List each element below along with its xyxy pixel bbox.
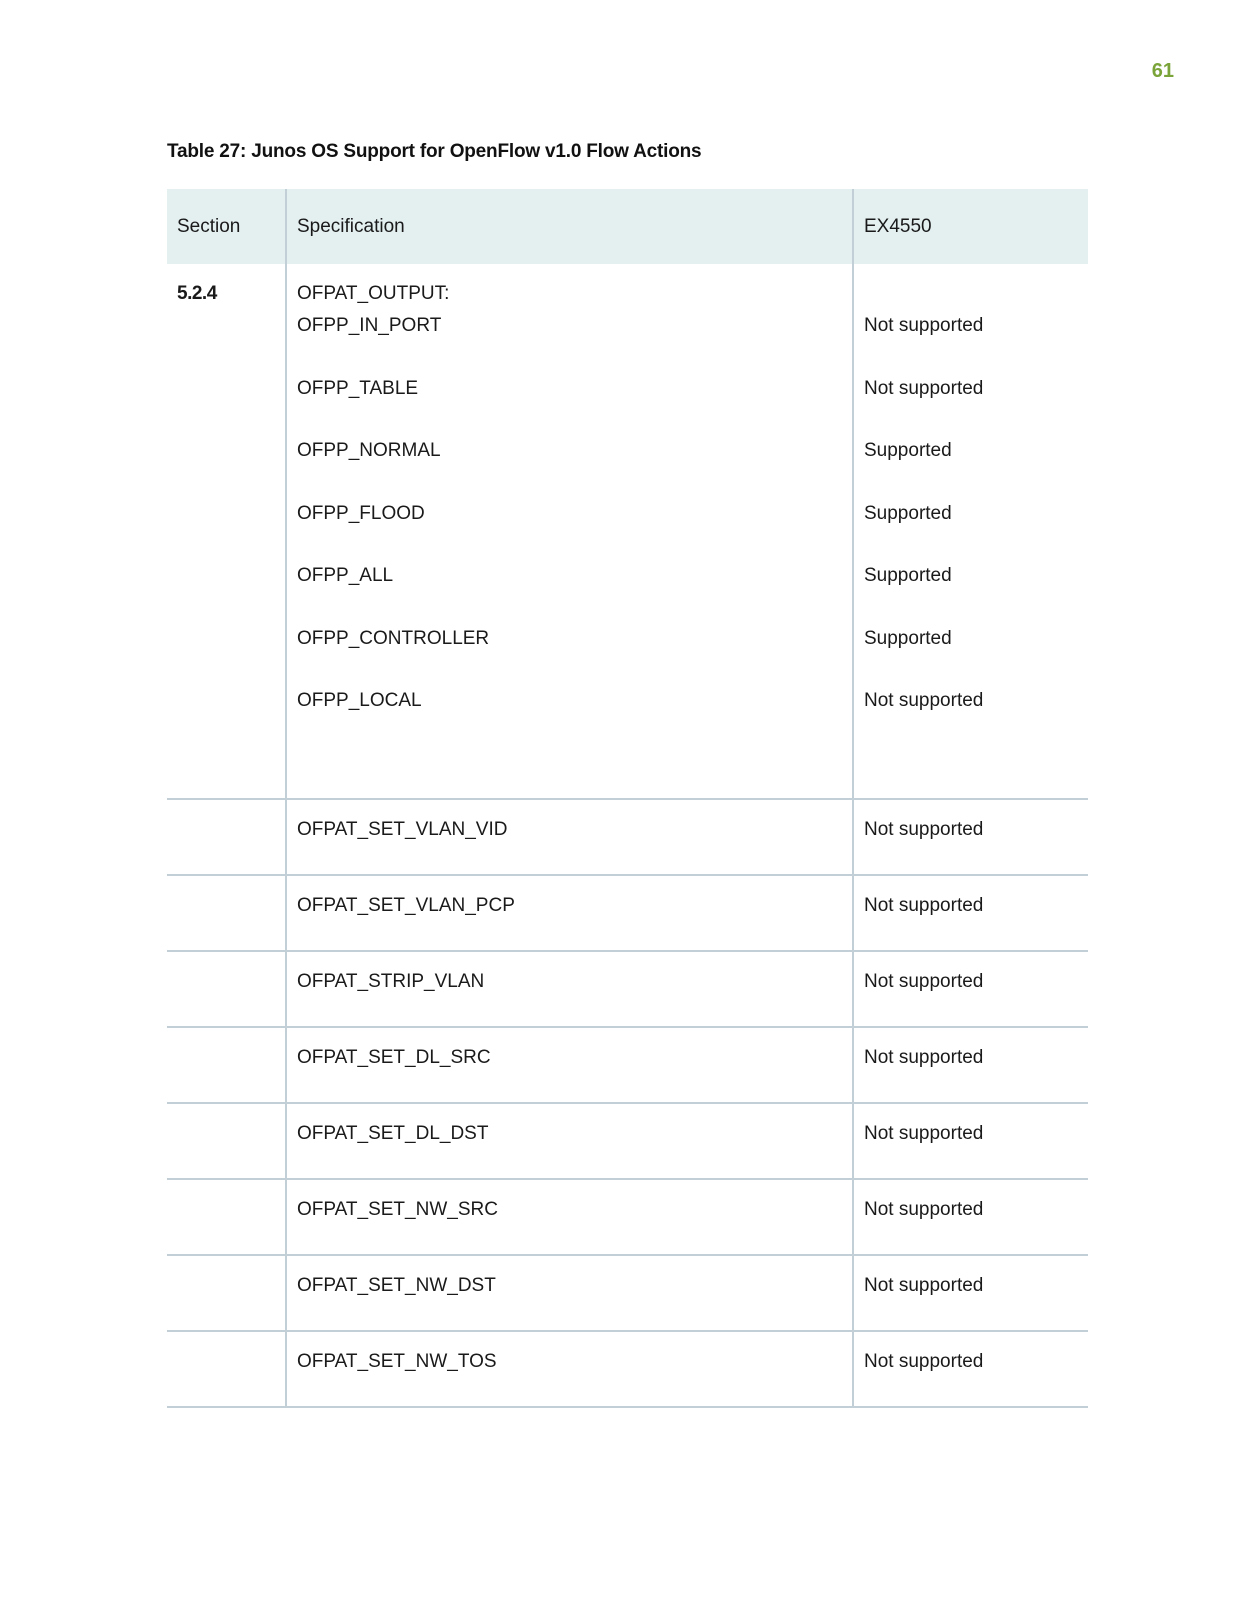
section-cell xyxy=(167,1331,286,1407)
section-cell xyxy=(167,1103,286,1179)
specification-cell: OFPAT_SET_DL_SRC xyxy=(286,1027,853,1103)
section-cell xyxy=(167,799,286,875)
group-spec-item: OFPP_IN_PORT xyxy=(297,315,442,336)
group-title-spacer xyxy=(864,282,1078,314)
support-cell: Not supported xyxy=(853,1179,1088,1255)
specification-cell: OFPAT_SET_DL_DST xyxy=(286,1103,853,1179)
group-title: OFPAT_OUTPUT: xyxy=(297,283,450,304)
group-support-value: Not supported xyxy=(864,377,984,399)
specification-cell: OFPAT_SET_NW_SRC xyxy=(286,1179,853,1255)
support-cell: Not supported xyxy=(853,1027,1088,1103)
support-cell: Not supported xyxy=(853,1331,1088,1407)
specification-cell: OFPAT_SET_VLAN_VID xyxy=(286,799,853,875)
group-spec-list xyxy=(297,314,842,752)
table-header xyxy=(167,189,1088,264)
table-body xyxy=(167,264,1088,1407)
group-support-value: Not supported xyxy=(864,690,984,711)
header-row xyxy=(167,189,1088,264)
group-spec-item: OFPP_CONTROLLER xyxy=(297,627,490,649)
group-spec-item: OFPP_FLOOD xyxy=(297,502,425,524)
specification-cell: OFPAT_SET_VLAN_PCP xyxy=(286,875,853,951)
flow-actions-table xyxy=(167,189,1088,1408)
section-cell xyxy=(167,1179,286,1255)
group-support-value: Not supported xyxy=(864,315,984,336)
support-cell: Not supported xyxy=(853,1103,1088,1179)
table-row xyxy=(167,1331,1088,1407)
section-cell xyxy=(167,1027,286,1103)
group-spec-item: OFPP_LOCAL xyxy=(297,690,422,711)
cell-spacer xyxy=(297,752,842,784)
table-row xyxy=(167,1103,1088,1179)
header-specification: Specification xyxy=(286,189,853,264)
support-cell: Not supported xyxy=(853,799,1088,875)
section-cell xyxy=(167,1255,286,1331)
table-row xyxy=(167,1179,1088,1255)
section-cell xyxy=(167,875,286,951)
table-row xyxy=(167,1027,1088,1103)
table-row xyxy=(167,875,1088,951)
group-support-value: Supported xyxy=(864,627,952,649)
group-support-value: Supported xyxy=(864,440,952,461)
group-support-value: Supported xyxy=(864,565,952,586)
header-ex4550: EX4550 xyxy=(853,189,1088,264)
table-row-ofpat-output xyxy=(167,264,1088,799)
section-cell xyxy=(167,264,286,799)
group-spec-item: OFPP_NORMAL xyxy=(297,440,441,461)
page-number: 61 xyxy=(1151,60,1174,82)
support-cell: Not supported xyxy=(853,875,1088,951)
support-cell: Not supported xyxy=(853,1255,1088,1331)
section-number: 5.2.4 xyxy=(177,283,217,304)
group-support-value: Supported xyxy=(864,502,952,524)
specification-cell xyxy=(286,264,853,799)
section-cell xyxy=(167,951,286,1027)
specification-cell: OFPAT_SET_NW_TOS xyxy=(286,1331,853,1407)
header-section: Section xyxy=(167,189,286,264)
specification-cell: OFPAT_STRIP_VLAN xyxy=(286,951,853,1027)
specification-cell: OFPAT_SET_NW_DST xyxy=(286,1255,853,1331)
table-row xyxy=(167,799,1088,875)
group-spec-item: OFPP_ALL xyxy=(297,565,394,586)
table-row xyxy=(167,1255,1088,1331)
cell-spacer xyxy=(864,752,1078,784)
table-caption: Table 27: Junos OS Support for OpenFlow v1.0 Flow Actions xyxy=(167,141,702,162)
support-cell xyxy=(853,264,1088,799)
group-spec-item: OFPP_TABLE xyxy=(297,377,419,399)
support-cell: Not supported xyxy=(853,951,1088,1027)
group-support-list xyxy=(864,314,1078,752)
table-row xyxy=(167,951,1088,1027)
